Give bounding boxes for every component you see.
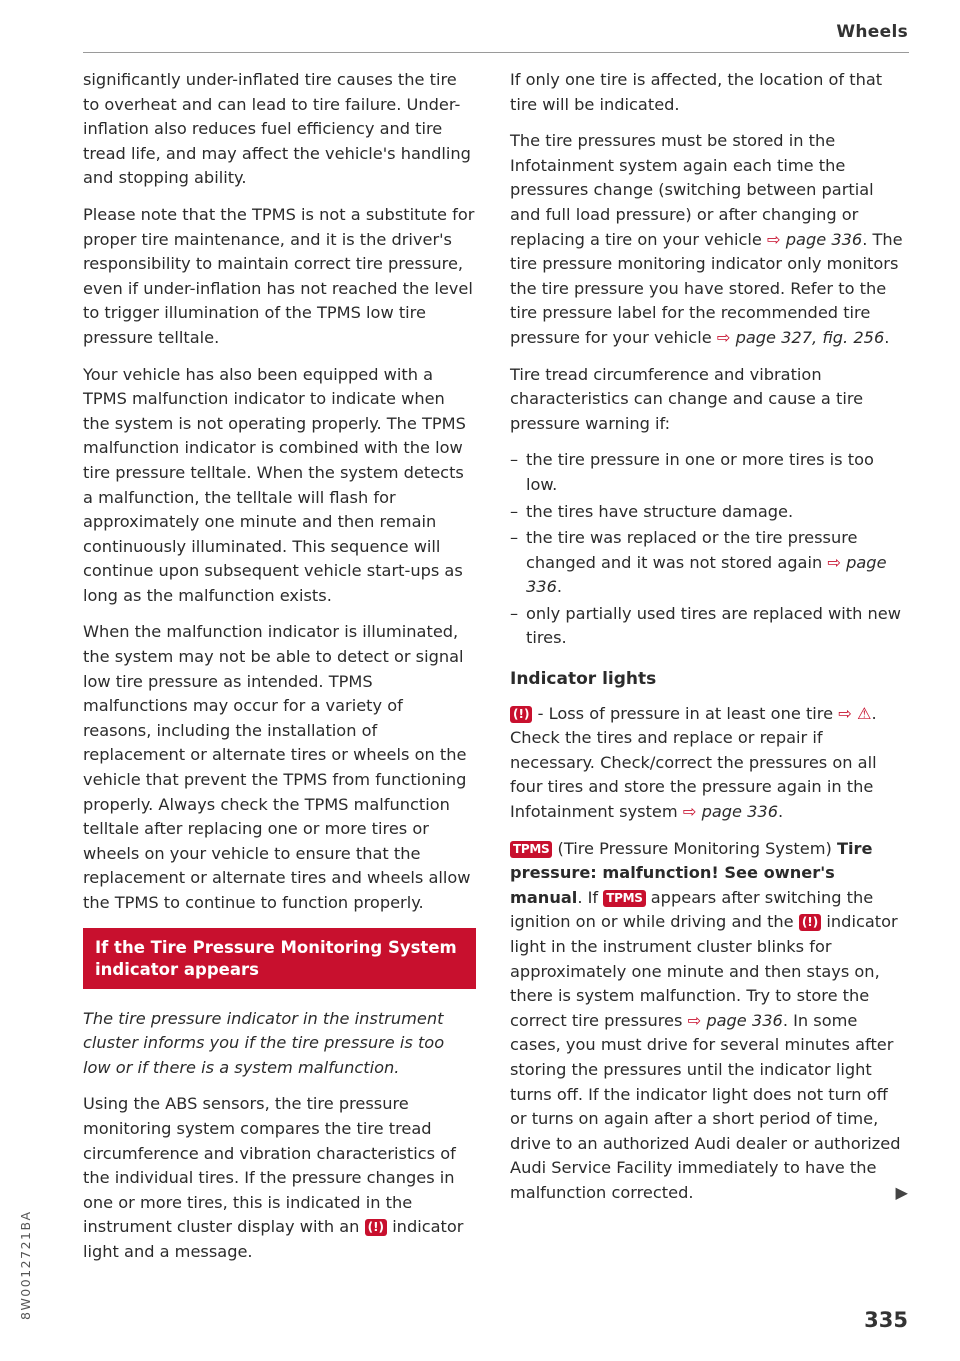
arrow-icon: ⇨ <box>767 229 781 249</box>
document-code: 8W0012721BA <box>18 1210 33 1320</box>
left-column <box>83 68 476 1277</box>
list-item: – the tire was replaced or the tire pressure changed and it was not stored again ⇨ page 336. <box>510 526 908 600</box>
arrow-icon: ⇨ <box>682 802 697 822</box>
page-number: 335 <box>864 1308 908 1332</box>
right-column <box>510 68 908 1218</box>
page-link[interactable]: page 336 <box>526 552 887 597</box>
section-title: Wheels <box>836 22 908 42</box>
section-heading: Indicator lights <box>510 669 657 690</box>
paragraph: Using the ABS sensors, the tire pressure monitoring system compares the tire tread circumference and vibration characteristics of the individual tires. If the pressure changes in one or more tires, this is indicated in the instrument cluster display with an (!) indicator light and a message. <box>83 1094 464 1261</box>
warning-message: Tire pressure: malfunction! See owner's manual <box>510 838 873 907</box>
paragraph: When the malfunction indicator is illuminated, the system may not be able to detect or signal low tire pressure as intended. TPMS malfunctions may occur for a variety of reasons, including the installation of replacement or alternate tires or wheels on the vehicle that prevent the TPMS from functioning properly. Always check the TPMS malfunction telltale after replacing one or more tires or wheels on your vehicle to ensure that the replacement or alternate tires and wheels allow the TPMS to continue to function properly. <box>83 622 471 912</box>
condition-list <box>510 448 908 651</box>
arrow-icon: ⇨ <box>838 703 852 723</box>
page-link[interactable]: page 336 <box>785 229 863 249</box>
paragraph: TPMS (Tire Pressure Monitoring System) Tire pressure: malfunction! See owner's manual. If TPMS appears after switching the ignition on or while driving and the (!) indicator light in the instrument cluster blinks for approximately one minute and then stays on, there is system malfunction. Try to store the correct tire pressures ⇨ page 336. In some cases, you must drive for several minutes after storing the pressures until the indicator light turns off. If the indicator light does not turn off or turns on again after a short period of time, drive to an authorized Audi dealer or authorized Audi Service Facility immediately to have the malfunction corrected. ▶ <box>510 837 908 1206</box>
paragraph: (!) - Loss of pressure in at least one tire ⇨ ⚠. Check the tires and replace or repair if necessary. Check/correct the pressures on all four tires and store the pressure again in the Infotainment system ⇨ page 336. <box>510 703 877 822</box>
tpms-indicator-icon: TPMS <box>603 890 645 907</box>
warning-icon: ⚠ <box>856 703 872 723</box>
header-divider <box>83 52 909 53</box>
tpms-indicator-icon: TPMS <box>510 841 552 858</box>
tire-pressure-indicator-icon: (!) <box>365 1219 387 1236</box>
arrow-icon: ⇨ <box>687 1010 702 1030</box>
continue-icon: ▶ <box>895 1182 908 1202</box>
list-item: – only partially used tires are replaced with new tires. <box>510 602 908 651</box>
list-item: – the tire pressure in one or more tires is too low. <box>510 448 908 497</box>
intro-paragraph: The tire pressure indicator in the instrument cluster informs you if the tire pressure is too low or if there is a system malfunction. <box>83 1008 445 1077</box>
paragraph: The tire pressures must be stored in the Infotainment system again each time the pressures change (switching between partial and full load pressure) or after changing or replacing a tire on your vehicle ⇨ page 336. The tire pressure monitoring indicator only monitors the tire pressure you have stored. Refer to the tire pressure label for the recommended tire pressure for your vehicle ⇨ page 327, fig. 256. <box>510 131 903 347</box>
arrow-icon: ⇨ <box>716 327 731 347</box>
tire-pressure-indicator-icon: (!) <box>799 914 821 931</box>
section-banner: If the Tire Pressure Monitoring System indicator appears <box>83 928 476 989</box>
arrow-icon: ⇨ <box>827 552 841 572</box>
paragraph: Your vehicle has also been equipped with a TPMS malfunction indicator to indicate when the system is not operating properly. The TPMS malfunction indicator is combined with the low tire pressure telltale. When the system detects a malfunction, the telltale will flash for approximately one minute and then remain continuously illuminated. This sequence will continue upon subsequent vehicle start-ups as long as the malfunction exists. <box>83 364 466 605</box>
paragraph: Please note that the TPMS is not a substitute for proper tire maintenance, and it is the driver's responsibility to maintain correct tire pressure, even if under-inflation has not reached the level to trigger illumination of the TPMS low tire pressure telltale. <box>83 204 475 347</box>
paragraph: Tire tread circumference and vibration characteristics can change and cause a tire pressure warning if: <box>510 364 864 433</box>
paragraph: significantly under-inflated tire causes the tire to overheat and can lead to tire failure. Under-inflation also reduces fuel efficiency and tire tread life, and may affect the vehicle's handling and stopping ability. <box>83 70 471 188</box>
tire-pressure-indicator-icon: (!) <box>510 706 532 723</box>
page-link[interactable]: page 336 <box>701 802 779 822</box>
list-item: – the tires have structure damage. <box>510 500 908 525</box>
page-link[interactable]: page 327, fig. 256 <box>735 327 885 347</box>
page-link[interactable]: page 336 <box>706 1010 783 1030</box>
paragraph: If only one tire is affected, the location of that tire will be indicated. <box>510 70 883 114</box>
